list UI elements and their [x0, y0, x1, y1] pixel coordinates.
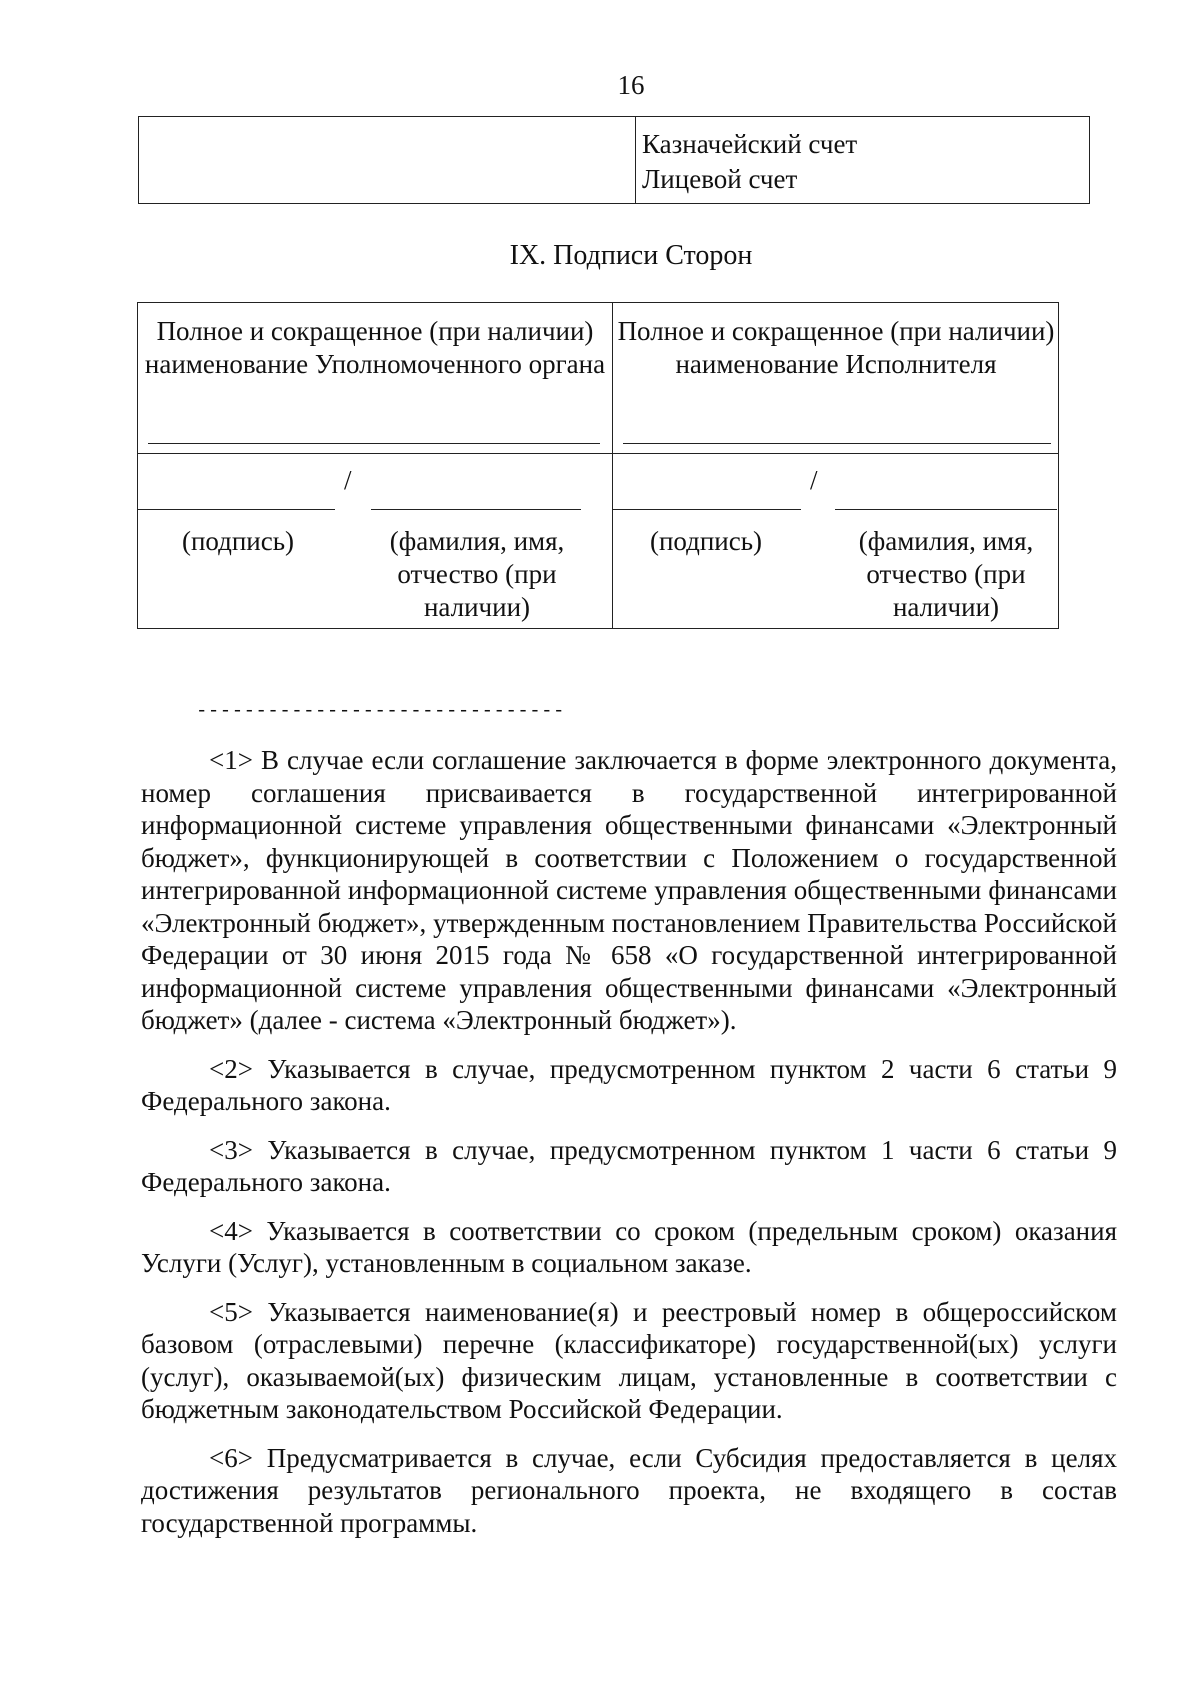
- footnote-2: <2> Указывается в случае, предусмотренном пунктом 2 части 6 статьи 9 Федерального закона.: [141, 1053, 1117, 1116]
- footnote-6: <6> Предусматривается в случае, если Субсидия предоставляется в целях достижения результатов регионального проекта, не входящего в состав государственной программы.: [141, 1442, 1117, 1538]
- left-fio-line: [371, 509, 581, 510]
- authorized-body-name-line: [148, 443, 600, 444]
- footnote-5: <5> Указывается наименование(я) и реестровый номер в общероссийском базовом (отраслевыми) перечне (классификаторе) государственной(ых) услуги (услуг), оказываемой(ых) физическим лицам, установленные в соответствии с бюджетным законодательством Российской Федерации.: [141, 1296, 1117, 1424]
- left-fio-caption: (фамилия, имя, отчество (при наличии): [389, 526, 565, 622]
- signatures-table: [137, 302, 1059, 629]
- bank-details-empty-cell: [139, 117, 636, 203]
- executor-name-caption: Полное и сокращенное (при наличии) наименование Исполнителя: [617, 316, 1055, 379]
- executor-name-line: [623, 443, 1051, 444]
- authorized-body-name-caption: Полное и сокращенное (при наличии) наименование Уполномоченного органа: [144, 316, 606, 379]
- footnote-1: <1> В случае если соглашение заключается в форме электронного документа, номер соглашения присваивается в государственной интегрированной информационной системе управления общественными финансами «Электронный бюджет», функционирующей в соответствии с Положением о государственной интегрированной информационной системе управления общественными финансами «Электронный бюджет», утвержденным постановлением Правительства Российской Федерации от 30 июня 2015 года № 658 «О государственной интегрированной информационной системе управления общественными финансами «Электронный бюджет» (далее - система «Электронный бюджет»).: [141, 745, 1117, 1035]
- footnotes: [141, 744, 1117, 1555]
- personal-account-label: Лицевой счет: [642, 164, 798, 194]
- footnote-4: <4> Указывается в соответствии со сроком (предельным сроком) оказания Услуги (Услуг), установленным в социальном заказе.: [141, 1215, 1117, 1278]
- right-signature-line: [613, 509, 801, 510]
- page-number: 16: [617, 70, 645, 100]
- footnote-3: <3> Указывается в случае, предусмотренном пунктом 1 части 6 статьи 9 Федерального закона.: [141, 1134, 1117, 1197]
- right-signature-caption: (подпись): [649, 526, 763, 556]
- right-slash: /: [810, 465, 818, 495]
- left-signature-line: [138, 509, 335, 510]
- treasury-account-label: Казначейский счет: [642, 129, 858, 159]
- column-divider: [612, 303, 613, 628]
- section-title: IX. Подписи Сторон: [509, 240, 753, 271]
- right-fio-line: [835, 509, 1057, 510]
- row-divider: [138, 453, 1058, 454]
- left-signature-caption: (подпись): [181, 526, 295, 556]
- footnotes-separator: -------------------------------: [196, 700, 565, 722]
- left-slash: /: [344, 465, 352, 495]
- bank-details-table: [138, 116, 1090, 204]
- right-fio-caption: (фамилия, имя, отчество (при наличии): [858, 526, 1034, 622]
- bank-details-cell: [636, 117, 1089, 203]
